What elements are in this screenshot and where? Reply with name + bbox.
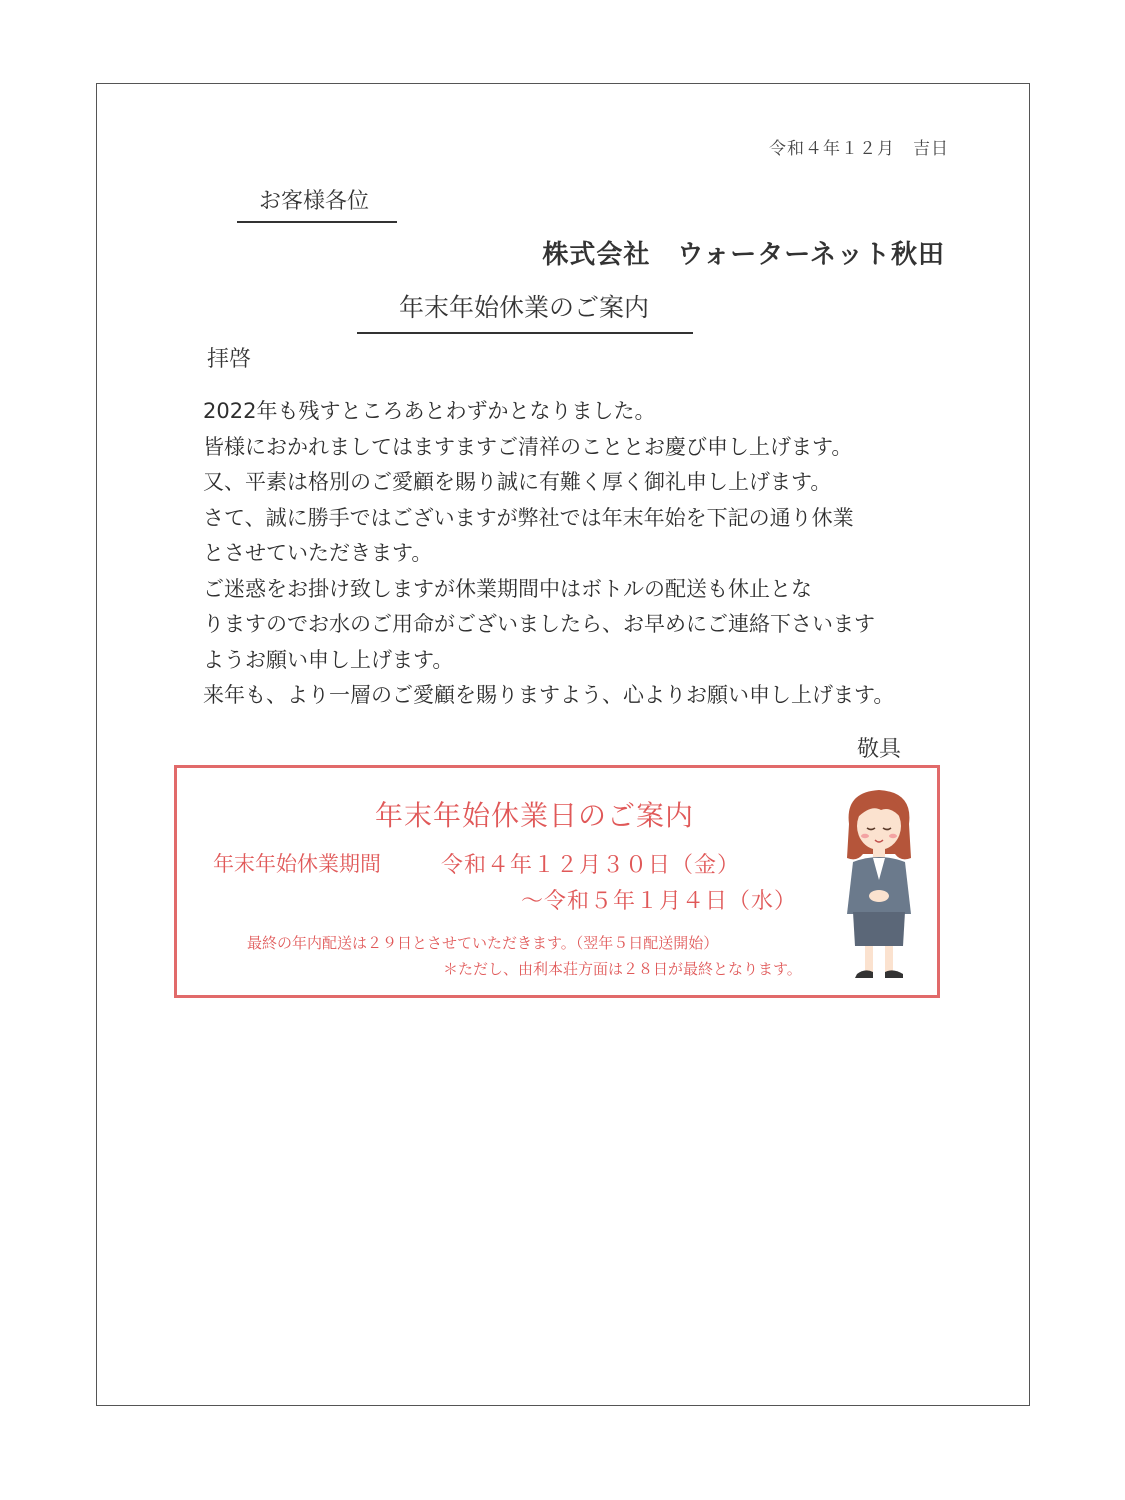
body-line: さて、誠に勝手ではございますが弊社では年末年始を下記の通り休業 [203, 505, 854, 530]
body-line: 皆様におかれましてはますますご清祥のこととお慶び申し上げます。 [203, 434, 853, 459]
closing-salutation: 敬具 [856, 737, 901, 762]
letter-body [203, 394, 894, 714]
body-line: ご迷惑をお掛け致しますが休業期間中はボトルの配送も休止とな [203, 576, 812, 601]
body-line: とさせていただきます。 [203, 541, 433, 565]
bowing-woman-icon [831, 784, 927, 984]
document-page [96, 83, 1030, 1406]
period-start: 令和４年１２月３０日（金） [441, 853, 741, 878]
delivery-note: 最終の年内配送は２９日とさせていただきます。（翌年５日配送開始） [247, 934, 719, 952]
body-line: 来年も、より一層のご愛顧を賜りますよう、心よりお願い申し上げます。 [203, 683, 895, 707]
holiday-notice-box [174, 765, 940, 998]
notice-title: 年末年始休業日のご案内 [375, 799, 695, 832]
period-label: 年末年始休業期間 [213, 852, 381, 876]
body-line: 又、平素は格別のご愛顧を賜り誠に有難く厚く御礼申し上げます。 [203, 470, 832, 494]
opening-salutation: 拝啓 [207, 347, 252, 372]
body-line: りますのでお水のご用命がございましたら、お早めにご連絡下さいます [203, 612, 875, 636]
region-note: ＊ただし、由利本荘方面は２８日が最終となります。 [443, 960, 802, 978]
recipient: お客様各位 [237, 184, 397, 223]
issue-date: 令和４年１２月 吉日 [769, 139, 949, 159]
body-line: ようお願い申し上げます。 [203, 647, 454, 672]
body-line: 2022年も残すところあとわずかとなりました。 [203, 399, 656, 423]
company-name: 株式会社 ウォーターネット秋田 [542, 240, 945, 270]
document-title: 年末年始休業のご案内 [357, 288, 693, 334]
period-end: ～令和５年１月４日（水） [521, 889, 798, 914]
